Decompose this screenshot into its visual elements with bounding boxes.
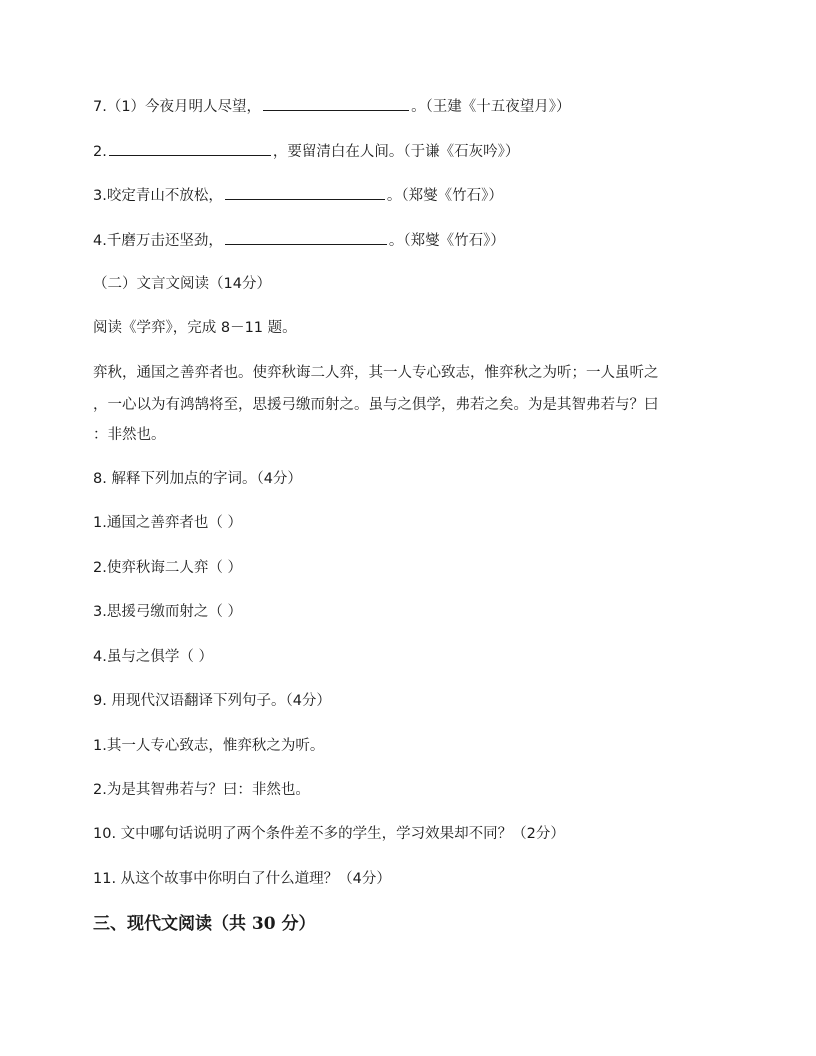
poem-line-1-prefix: 7.（1）今夜月明人尽望， [93,99,262,115]
poem-line-3-suffix: 。（郑燮《竹石》） [386,188,503,204]
question-8-item-4: 4.虽与之俱学（ ） [93,649,213,665]
poem-line-3-prefix: 3.咬定青山不放松， [93,188,223,204]
passage-line-1: 弈秋，通国之善弈者也。使弈秋诲二人弈，其一人专心致志，惟弈秋之为听；一人虽听之 [93,365,659,381]
poem-line-2-suffix: ，要留清白在人间。（于谦《石灰吟》） [272,144,520,160]
question-10: 10. 文中哪句话说明了两个条件差不多的学生，学习效果却不同？（2分） [93,826,565,842]
poem-line-4 [93,229,505,251]
question-8-item-3: 3.思援弓缴而射之（ ） [93,604,242,620]
section-heading-classical: （二）文言文阅读（14分） [93,276,271,292]
poem-line-1-suffix: 。（王建《十五夜望月》） [411,99,571,115]
passage-line-3: ：非然也。 [93,427,166,443]
answer-blank-1[interactable] [263,95,409,111]
poem-line-2-prefix: 2. [93,144,107,160]
poem-line-3 [93,184,503,206]
poem-line-2 [93,140,519,162]
question-8-item-1: 1.通国之善弈者也（ ） [93,515,242,531]
question-8-title: 8. 解释下列加点的字词。（4分） [93,471,302,487]
answer-blank-4[interactable] [225,229,387,245]
question-9-item-1: 1.其一人专心致志，惟弈秋之为听。 [93,738,325,754]
reading-instruction: 阅读《学弈》，完成 8－11 题。 [93,320,297,336]
question-9-title: 9. 用现代汉语翻译下列句子。（4分） [93,693,331,709]
passage-line-2: ，一心以为有鸿鹄将至，思援弓缴而射之。虽与之俱学，弗若之矣。为是其智弗若与？曰 [93,397,659,413]
answer-blank-2[interactable] [109,140,271,156]
poem-line-1 [93,95,571,117]
section-heading-modern: 三、现代文阅读（共 30 分） [93,914,316,934]
question-8-item-2: 2.使弈秋诲二人弈（ ） [93,560,242,576]
poem-line-4-suffix: 。（郑燮《竹石》） [388,233,505,249]
poem-line-4-prefix: 4.千磨万击还坚劲， [93,233,223,249]
question-9-item-2: 2.为是其智弗若与？曰：非然也。 [93,782,310,798]
question-11: 11. 从这个故事中你明白了什么道理？（4分） [93,871,391,887]
answer-blank-3[interactable] [225,184,385,200]
